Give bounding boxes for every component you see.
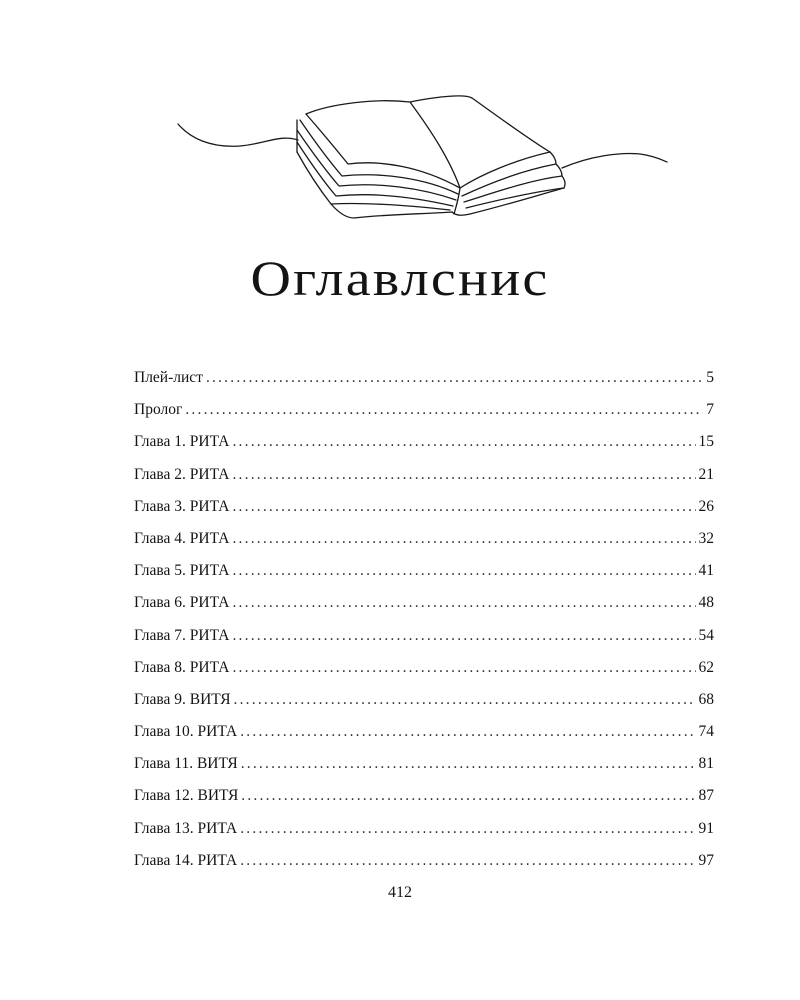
toc-entry-page: 68 — [698, 690, 714, 708]
toc-dot-leader — [232, 587, 695, 619]
toc-entry-page: 91 — [698, 819, 714, 837]
toc-dot-leader — [232, 459, 695, 491]
toc-entry-page: 74 — [698, 723, 714, 741]
toc-entry — [134, 362, 714, 394]
toc-entry — [134, 684, 714, 716]
toc-entry-page: 62 — [698, 658, 714, 676]
toc-entry-title: Глава 4. РИТА — [134, 529, 230, 547]
toc-entry-page: 41 — [698, 562, 714, 580]
toc-entry — [134, 780, 714, 812]
toc-dot-leader — [234, 684, 696, 716]
toc-entry-title: Глава 8. РИТА — [134, 658, 230, 676]
toc-entry-page: 97 — [698, 851, 714, 869]
toc-dot-leader — [206, 362, 703, 394]
toc-dot-leader — [240, 845, 695, 877]
toc-entry-title: Глава 6. РИТА — [134, 594, 230, 612]
table-of-contents — [134, 362, 714, 877]
toc-entry-page: 54 — [698, 626, 714, 644]
toc-entry-title: Глава 9. ВИТЯ — [134, 690, 231, 708]
toc-entry-title: Глава 11. ВИТЯ — [134, 755, 238, 773]
toc-entry — [134, 426, 714, 458]
toc-entry-page: 7 — [706, 401, 714, 419]
toc-entry-title: Плей-лист — [134, 369, 203, 386]
toc-dot-leader — [232, 523, 695, 555]
open-book-icon — [170, 90, 680, 230]
toc-entry-title: Глава 2. РИТА — [134, 465, 230, 483]
toc-entry-title: Глава 1. РИТА — [134, 433, 230, 451]
toc-entry-page: 5 — [706, 369, 714, 386]
toc-dot-leader — [232, 620, 695, 652]
toc-dot-leader — [240, 813, 695, 845]
toc-entry-page: 21 — [698, 465, 714, 483]
toc-entry-title: Глава 5. РИТА — [134, 562, 230, 580]
toc-entry — [134, 652, 714, 684]
toc-entry-title: Глава 14. РИТА — [134, 851, 238, 869]
page-number: 412 — [388, 884, 412, 901]
toc-dot-leader — [232, 426, 695, 458]
toc-entry-page: 26 — [698, 497, 714, 515]
toc-entry-title: Глава 12. ВИТЯ — [134, 787, 239, 805]
toc-entry-title: Глава 13. РИТА — [134, 819, 238, 837]
toc-entry-page: 15 — [698, 433, 714, 451]
toc-entry — [134, 491, 714, 523]
toc-dot-leader — [232, 491, 695, 523]
toc-entry — [134, 459, 714, 491]
toc-entry — [134, 587, 714, 619]
toc-dot-leader — [232, 555, 695, 587]
toc-entry-page: 32 — [698, 529, 714, 547]
toc-entry — [134, 845, 714, 877]
toc-entry — [134, 748, 714, 780]
toc-entry — [134, 620, 714, 652]
toc-entry-page: 87 — [698, 787, 714, 805]
toc-entry — [134, 813, 714, 845]
toc-dot-leader — [241, 780, 695, 812]
toc-entry-page: 48 — [698, 594, 714, 612]
toc-dot-leader — [240, 716, 695, 748]
toc-dot-leader — [241, 748, 696, 780]
toc-entry — [134, 523, 714, 555]
toc-entry-title: Пролог — [134, 401, 183, 419]
toc-entry — [134, 716, 714, 748]
page-title: Оглавлснис — [250, 250, 550, 306]
toc-entry — [134, 394, 714, 426]
toc-dot-leader — [185, 394, 703, 426]
toc-entry-page: 81 — [698, 755, 714, 773]
toc-entry-title: Глава 7. РИТА — [134, 626, 230, 644]
toc-entry-title: Глава 3. РИТА — [134, 497, 230, 515]
toc-entry-title: Глава 10. РИТА — [134, 723, 238, 741]
toc-entry — [134, 555, 714, 587]
toc-dot-leader — [232, 652, 695, 684]
